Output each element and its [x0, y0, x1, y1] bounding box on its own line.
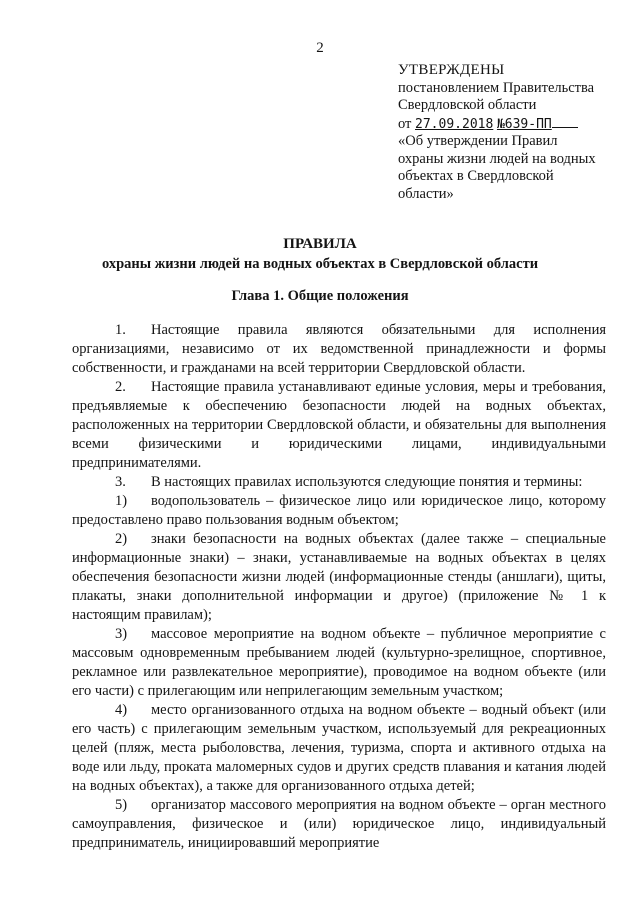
paragraph [72, 701, 606, 796]
paragraph-text: В настоящих правилах используются следующие понятия и термины: [151, 474, 583, 490]
paragraph-text: Настоящие правила являются обязательными для исполнения организациями, независимо от их ведомственной принадлежности и формы собственности, и гражданами на всей территории Свердловской области. [72, 322, 606, 376]
approval-line-2: Свердловской области [398, 97, 537, 113]
approval-stamp [398, 62, 613, 203]
document-body [72, 321, 606, 853]
paragraph [72, 492, 606, 530]
approval-date-line [398, 115, 613, 134]
paragraph-text: знаки безопасности на водных объектах (далее также – специальные информационные знаки) – знаки, устанавливаемые на водных объектах в целях обеспечения безопасности жизни людей (информационные стенды (аншлаги), щиты, плакаты, знаки дополнительной информации и другое) (приложение № 1 к настоящим правилам); [72, 531, 606, 623]
paragraph [72, 473, 606, 492]
approval-number: №639-ПП [496, 116, 552, 132]
paragraph-text: организатор массового мероприятия на водном объекте – орган местного самоуправления, физическое и (или) юридическое лицо, индивидуальный предприниматель, инициировавший мероприятие [72, 797, 606, 851]
paragraph-number: 1. [115, 322, 126, 338]
approval-heading: УТВЕРЖДЕНЫ [398, 62, 505, 78]
page-number: 2 [316, 40, 324, 56]
approval-line-7: области» [398, 185, 454, 202]
chapter-heading: Глава 1. Общие положения [231, 288, 409, 304]
paragraph-text: водопользователь – физическое лицо или юридическое лицо, которому предоставлено право пользования водным объектом; [72, 493, 606, 528]
paragraph-number: 2) [115, 531, 128, 547]
paragraph-number: 3) [115, 626, 128, 642]
approval-line-4: «Об утверждении Правил [398, 133, 558, 149]
document-title: ПРАВИЛА [283, 236, 357, 252]
paragraph-text: место организованного отдыха на водном объекте – водный объект (или его часть) с прилегающим земельным участком, используемый для рекреационных целей (пляж, места рыболовства, лечения, туризма, спорта и активного отдыха на воде или льду, проката маломерных судов и других средств плавания и катания людей на водных объектах), а также для организованного отдыха детей; [72, 702, 606, 794]
paragraph-text: Настоящие правила устанавливают единые условия, меры и требования, предъявляемые к обеспечению безопасности людей на водных объектах, расположенных на территории Свердловской области, и обязательны для выполнения всеми физическими и юридическими лицами, индивидуальными предпринимателями. [72, 379, 606, 471]
paragraph [72, 530, 606, 625]
paragraph-number: 5) [115, 797, 128, 813]
paragraph [72, 625, 606, 701]
approval-date: 27.09.2018 [415, 116, 494, 132]
approval-line-1: постановлением Правительства [398, 79, 595, 96]
paragraph-number: 2. [115, 379, 126, 395]
paragraph-number: 3. [115, 474, 126, 490]
paragraph-text: массовое мероприятие на водном объекте – публичное мероприятие с массовым одновременным пребыванием людей (культурно-зрелищное, спортивное, рекламное или развлекательное мероприятие), проводимое на водном объекте (или его части) с прилегающим или неприлегающим земельным участком; [72, 626, 606, 699]
paragraph-number: 4) [115, 702, 128, 718]
approval-line-5: охраны жизни людей на водных [398, 150, 596, 167]
paragraph [72, 378, 606, 473]
paragraph [72, 796, 606, 853]
approval-line-6: объектах в Свердловской [398, 168, 554, 184]
paragraph [72, 321, 606, 378]
approval-date-prefix: от [398, 115, 412, 132]
paragraph-number: 1) [115, 493, 128, 509]
approval-number-underline [552, 115, 578, 128]
document-subtitle: охраны жизни людей на водных объектах в Свердловской области [101, 256, 539, 272]
